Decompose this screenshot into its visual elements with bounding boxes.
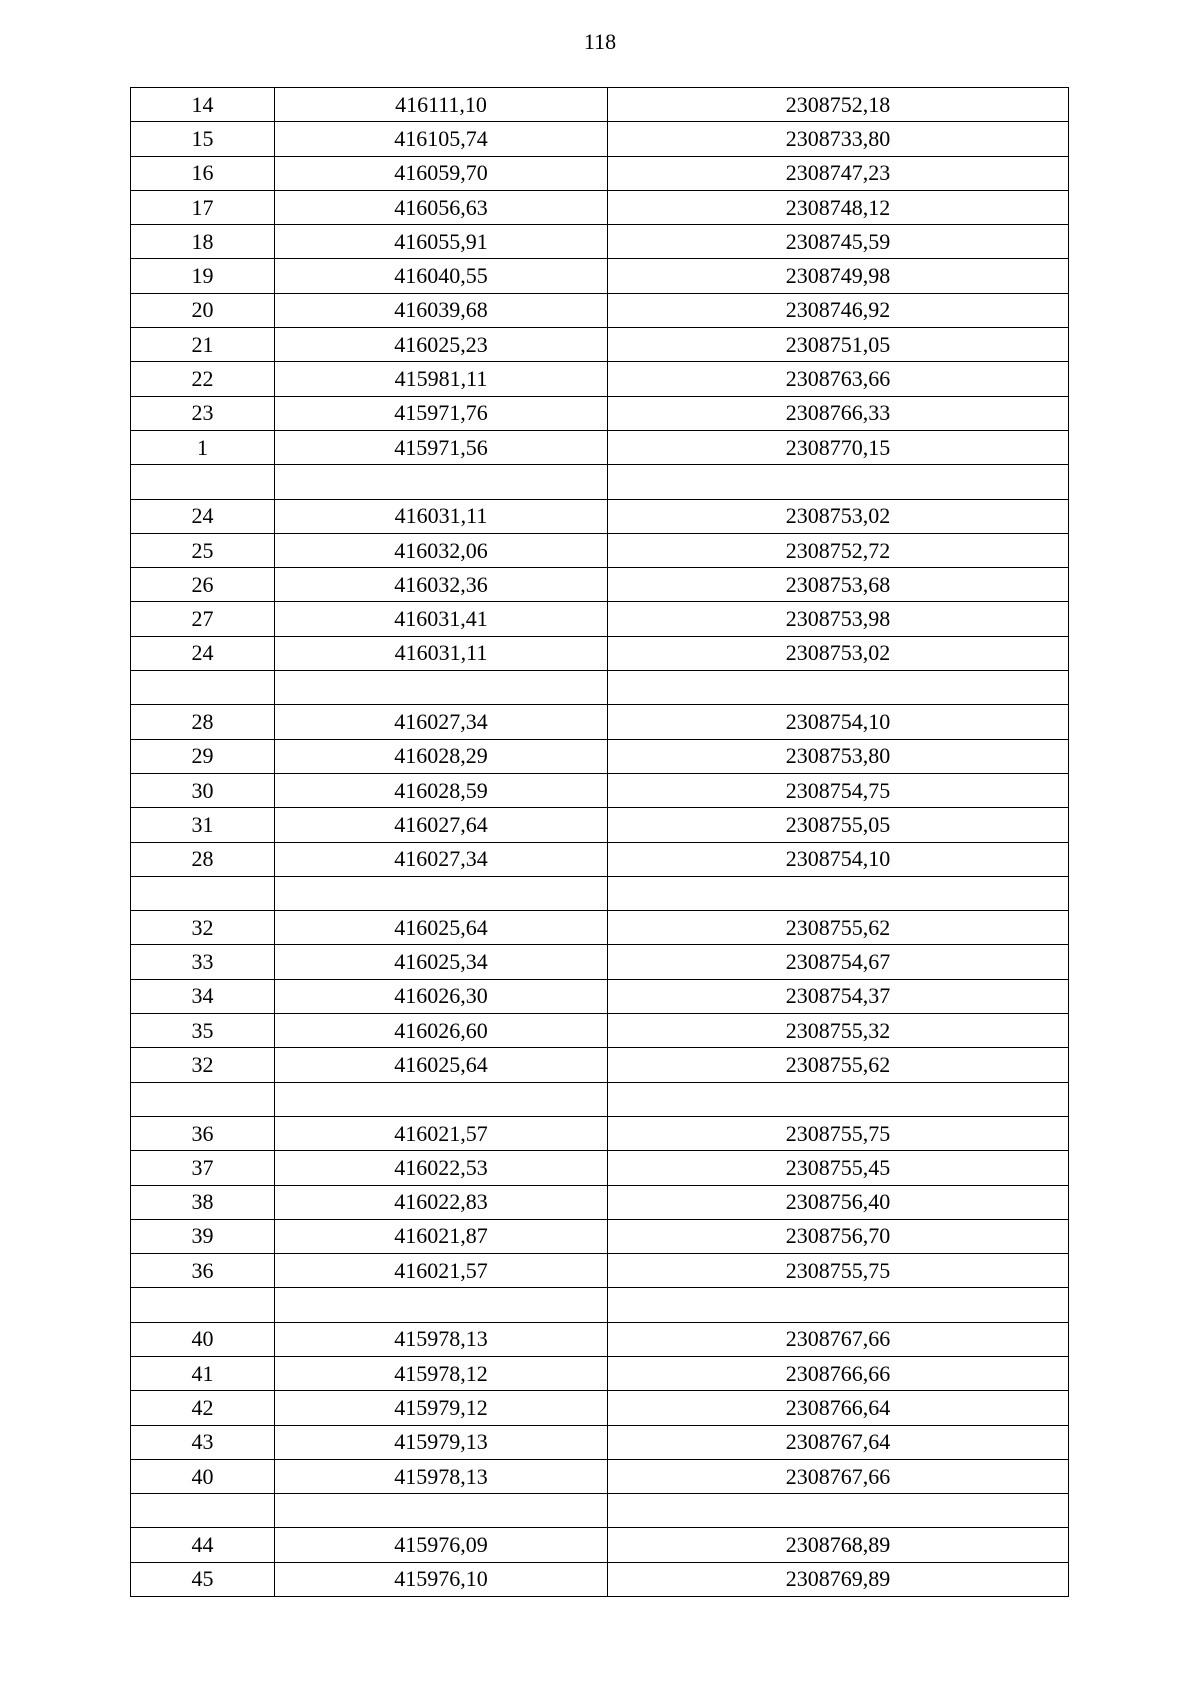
- separator-row: [131, 671, 1069, 705]
- y-coordinate-cell: 2308753,80: [608, 739, 1069, 773]
- point-number-cell: 15: [131, 122, 275, 156]
- x-coordinate-cell: [275, 465, 608, 499]
- table-row: [131, 1151, 1069, 1185]
- table-row: [131, 1048, 1069, 1082]
- y-coordinate-cell: 2308754,67: [608, 945, 1069, 979]
- y-coordinate-cell: 2308752,72: [608, 533, 1069, 567]
- point-number-cell: 43: [131, 1425, 275, 1459]
- point-number-cell: 34: [131, 979, 275, 1013]
- table-row: [131, 911, 1069, 945]
- point-number-cell: 38: [131, 1185, 275, 1219]
- point-number-cell: [131, 1494, 275, 1528]
- y-coordinate-cell: 2308770,15: [608, 430, 1069, 464]
- table-row: [131, 396, 1069, 430]
- y-coordinate-cell: 2308753,02: [608, 499, 1069, 533]
- table-row: [131, 533, 1069, 567]
- x-coordinate-cell: 416105,74: [275, 122, 608, 156]
- point-number-cell: 24: [131, 636, 275, 670]
- point-number-cell: 45: [131, 1562, 275, 1596]
- table-row: [131, 1254, 1069, 1288]
- table-row: [131, 739, 1069, 773]
- point-number-cell: 22: [131, 362, 275, 396]
- point-number-cell: 40: [131, 1459, 275, 1493]
- point-number-cell: 39: [131, 1219, 275, 1253]
- x-coordinate-cell: 415978,13: [275, 1322, 608, 1356]
- x-coordinate-cell: [275, 1288, 608, 1322]
- y-coordinate-cell: 2308754,37: [608, 979, 1069, 1013]
- y-coordinate-cell: 2308766,64: [608, 1391, 1069, 1425]
- x-coordinate-cell: 415979,13: [275, 1425, 608, 1459]
- point-number-cell: 32: [131, 1048, 275, 1082]
- y-coordinate-cell: 2308751,05: [608, 328, 1069, 362]
- point-number-cell: [131, 876, 275, 910]
- point-number-cell: 16: [131, 156, 275, 190]
- point-number-cell: 32: [131, 911, 275, 945]
- point-number-cell: 40: [131, 1322, 275, 1356]
- table-row: [131, 190, 1069, 224]
- x-coordinate-cell: 416025,64: [275, 911, 608, 945]
- x-coordinate-cell: [275, 671, 608, 705]
- y-coordinate-cell: 2308753,68: [608, 568, 1069, 602]
- table-row: [131, 1116, 1069, 1150]
- x-coordinate-cell: 416031,11: [275, 499, 608, 533]
- x-coordinate-cell: 416027,64: [275, 808, 608, 842]
- y-coordinate-cell: 2308755,45: [608, 1151, 1069, 1185]
- y-coordinate-cell: 2308745,59: [608, 225, 1069, 259]
- y-coordinate-cell: 2308755,75: [608, 1116, 1069, 1150]
- table-row: [131, 636, 1069, 670]
- table-row: [131, 122, 1069, 156]
- point-number-cell: 36: [131, 1254, 275, 1288]
- x-coordinate-cell: 415976,09: [275, 1528, 608, 1562]
- point-number-cell: 30: [131, 773, 275, 807]
- x-coordinate-cell: 416040,55: [275, 259, 608, 293]
- y-coordinate-cell: 2308767,66: [608, 1322, 1069, 1356]
- x-coordinate-cell: [275, 1494, 608, 1528]
- y-coordinate-cell: 2308755,05: [608, 808, 1069, 842]
- y-coordinate-cell: 2308756,70: [608, 1219, 1069, 1253]
- y-coordinate-cell: [608, 876, 1069, 910]
- x-coordinate-cell: 416059,70: [275, 156, 608, 190]
- y-coordinate-cell: 2308766,33: [608, 396, 1069, 430]
- table-row: [131, 1391, 1069, 1425]
- x-coordinate-cell: 416025,23: [275, 328, 608, 362]
- table-row: [131, 945, 1069, 979]
- x-coordinate-cell: 416021,57: [275, 1254, 608, 1288]
- y-coordinate-cell: [608, 1082, 1069, 1116]
- table-row: [131, 259, 1069, 293]
- point-number-cell: 17: [131, 190, 275, 224]
- y-coordinate-cell: 2308763,66: [608, 362, 1069, 396]
- table-row: [131, 808, 1069, 842]
- table-row: [131, 602, 1069, 636]
- x-coordinate-cell: 416032,06: [275, 533, 608, 567]
- table-row: [131, 842, 1069, 876]
- table-row: [131, 979, 1069, 1013]
- y-coordinate-cell: 2308754,10: [608, 705, 1069, 739]
- x-coordinate-cell: 416056,63: [275, 190, 608, 224]
- y-coordinate-cell: 2308749,98: [608, 259, 1069, 293]
- table-row: [131, 773, 1069, 807]
- table-row: [131, 1356, 1069, 1390]
- point-number-cell: 19: [131, 259, 275, 293]
- point-number-cell: [131, 1082, 275, 1116]
- table-row: [131, 1322, 1069, 1356]
- x-coordinate-cell: 415978,13: [275, 1459, 608, 1493]
- y-coordinate-cell: 2308767,66: [608, 1459, 1069, 1493]
- x-coordinate-cell: 415979,12: [275, 1391, 608, 1425]
- y-coordinate-cell: [608, 465, 1069, 499]
- y-coordinate-cell: 2308755,32: [608, 1014, 1069, 1048]
- table-row: [131, 1185, 1069, 1219]
- y-coordinate-cell: 2308767,64: [608, 1425, 1069, 1459]
- coordinates-table: [130, 87, 1069, 1597]
- x-coordinate-cell: 416031,11: [275, 636, 608, 670]
- separator-row: [131, 1288, 1069, 1322]
- x-coordinate-cell: 415971,56: [275, 430, 608, 464]
- point-number-cell: 42: [131, 1391, 275, 1425]
- table-row: [131, 362, 1069, 396]
- x-coordinate-cell: 415981,11: [275, 362, 608, 396]
- point-number-cell: 21: [131, 328, 275, 362]
- point-number-cell: 28: [131, 705, 275, 739]
- point-number-cell: 44: [131, 1528, 275, 1562]
- separator-row: [131, 876, 1069, 910]
- point-number-cell: 27: [131, 602, 275, 636]
- x-coordinate-cell: 416025,34: [275, 945, 608, 979]
- x-coordinate-cell: 416032,36: [275, 568, 608, 602]
- table-row: [131, 1425, 1069, 1459]
- coordinates-table-body: [131, 88, 1069, 1597]
- y-coordinate-cell: 2308752,18: [608, 88, 1069, 122]
- y-coordinate-cell: 2308769,89: [608, 1562, 1069, 1596]
- x-coordinate-cell: 416028,59: [275, 773, 608, 807]
- table-row: [131, 293, 1069, 327]
- separator-row: [131, 1494, 1069, 1528]
- point-number-cell: 26: [131, 568, 275, 602]
- x-coordinate-cell: 416039,68: [275, 293, 608, 327]
- y-coordinate-cell: 2308754,10: [608, 842, 1069, 876]
- x-coordinate-cell: 416026,60: [275, 1014, 608, 1048]
- point-number-cell: 36: [131, 1116, 275, 1150]
- x-coordinate-cell: 416021,57: [275, 1116, 608, 1150]
- x-coordinate-cell: 416031,41: [275, 602, 608, 636]
- x-coordinate-cell: 416025,64: [275, 1048, 608, 1082]
- y-coordinate-cell: 2308768,89: [608, 1528, 1069, 1562]
- x-coordinate-cell: 415976,10: [275, 1562, 608, 1596]
- table-row: [131, 1219, 1069, 1253]
- x-coordinate-cell: 416026,30: [275, 979, 608, 1013]
- table-row: [131, 328, 1069, 362]
- y-coordinate-cell: [608, 1494, 1069, 1528]
- y-coordinate-cell: 2308766,66: [608, 1356, 1069, 1390]
- x-coordinate-cell: 416022,83: [275, 1185, 608, 1219]
- y-coordinate-cell: 2308755,62: [608, 911, 1069, 945]
- x-coordinate-cell: 416111,10: [275, 88, 608, 122]
- point-number-cell: 35: [131, 1014, 275, 1048]
- y-coordinate-cell: [608, 1288, 1069, 1322]
- table-row: [131, 1014, 1069, 1048]
- point-number-cell: 23: [131, 396, 275, 430]
- x-coordinate-cell: 416021,87: [275, 1219, 608, 1253]
- table-row: [131, 1459, 1069, 1493]
- y-coordinate-cell: 2308753,02: [608, 636, 1069, 670]
- y-coordinate-cell: 2308733,80: [608, 122, 1069, 156]
- x-coordinate-cell: [275, 1082, 608, 1116]
- point-number-cell: 41: [131, 1356, 275, 1390]
- point-number-cell: 28: [131, 842, 275, 876]
- y-coordinate-cell: 2308756,40: [608, 1185, 1069, 1219]
- point-number-cell: [131, 1288, 275, 1322]
- table-row: [131, 156, 1069, 190]
- x-coordinate-cell: 416055,91: [275, 225, 608, 259]
- x-coordinate-cell: 416022,53: [275, 1151, 608, 1185]
- y-coordinate-cell: 2308755,62: [608, 1048, 1069, 1082]
- x-coordinate-cell: 416027,34: [275, 705, 608, 739]
- y-coordinate-cell: 2308755,75: [608, 1254, 1069, 1288]
- y-coordinate-cell: 2308747,23: [608, 156, 1069, 190]
- point-number-cell: 29: [131, 739, 275, 773]
- point-number-cell: 1: [131, 430, 275, 464]
- separator-row: [131, 1082, 1069, 1116]
- table-row: [131, 225, 1069, 259]
- point-number-cell: 25: [131, 533, 275, 567]
- point-number-cell: 33: [131, 945, 275, 979]
- point-number-cell: 24: [131, 499, 275, 533]
- y-coordinate-cell: 2308748,12: [608, 190, 1069, 224]
- table-row: [131, 705, 1069, 739]
- x-coordinate-cell: 415971,76: [275, 396, 608, 430]
- x-coordinate-cell: [275, 876, 608, 910]
- x-coordinate-cell: 415978,12: [275, 1356, 608, 1390]
- point-number-cell: [131, 465, 275, 499]
- point-number-cell: 31: [131, 808, 275, 842]
- x-coordinate-cell: 416028,29: [275, 739, 608, 773]
- point-number-cell: 20: [131, 293, 275, 327]
- separator-row: [131, 465, 1069, 499]
- x-coordinate-cell: 416027,34: [275, 842, 608, 876]
- y-coordinate-cell: 2308753,98: [608, 602, 1069, 636]
- point-number-cell: 14: [131, 88, 275, 122]
- point-number-cell: 37: [131, 1151, 275, 1185]
- page-number: 118: [583, 29, 617, 54]
- point-number-cell: 18: [131, 225, 275, 259]
- table-row: [131, 88, 1069, 122]
- table-row: [131, 1562, 1069, 1596]
- table-row: [131, 499, 1069, 533]
- y-coordinate-cell: 2308754,75: [608, 773, 1069, 807]
- table-row: [131, 430, 1069, 464]
- point-number-cell: [131, 671, 275, 705]
- table-row: [131, 568, 1069, 602]
- y-coordinate-cell: 2308746,92: [608, 293, 1069, 327]
- table-row: [131, 1528, 1069, 1562]
- y-coordinate-cell: [608, 671, 1069, 705]
